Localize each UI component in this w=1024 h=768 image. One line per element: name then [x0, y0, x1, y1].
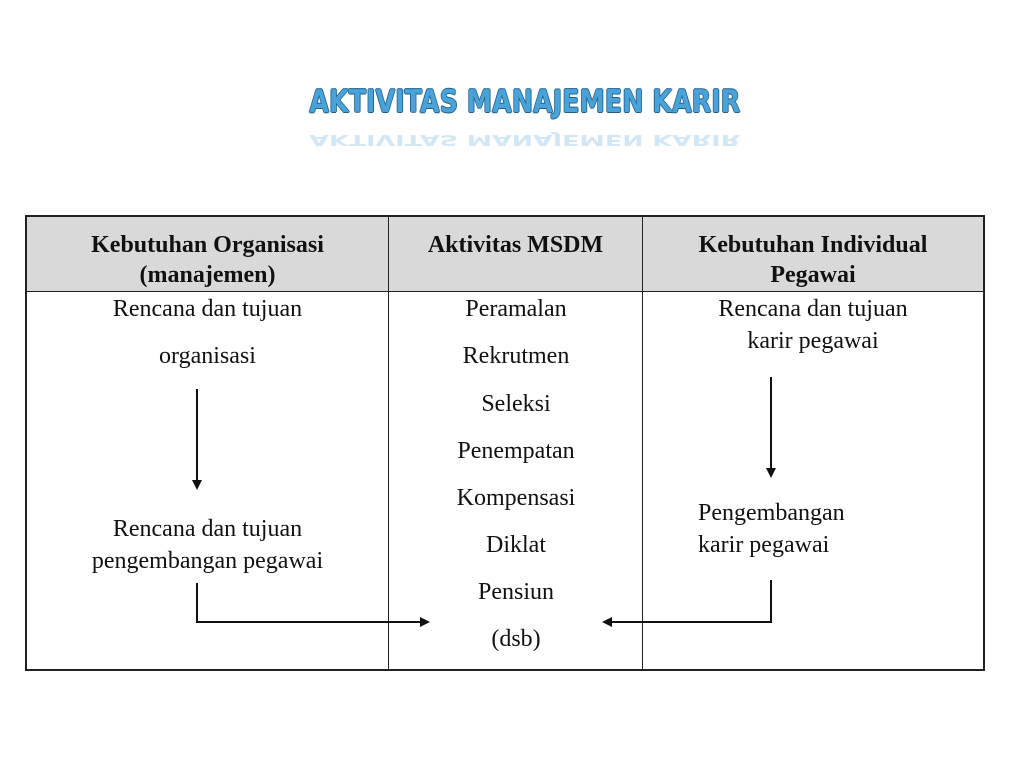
career-dev-line1: Pengembangan [698, 500, 845, 526]
msdm-item-diklat: Diklat [486, 532, 546, 558]
msdm-item-kompensasi: Kompensasi [456, 485, 576, 511]
arrow-career-to-msdm [604, 580, 771, 622]
slide-title: AKTIVITAS MANAJEMEN KARIR [309, 84, 741, 120]
org-plan-line1: Rencana dan tujuan [112, 296, 303, 322]
msdm-item-penempatan: Penempatan [457, 438, 575, 464]
header-col-individual-line1: Kebutuhan Individual [698, 232, 928, 258]
header-col-individual-line2: Pegawai [770, 262, 856, 288]
slide-title-reflection: AKTIVITAS MANAJEMEN KARIR [309, 131, 741, 149]
dev-plan-line2: pengembangan pegawai [91, 548, 324, 574]
msdm-item-peramalan: Peramalan [465, 296, 567, 322]
header-col-msdm-line1: Aktivitas MSDM [427, 232, 604, 258]
dev-plan-line1: Rencana dan tujuan [112, 516, 303, 542]
career-dev-line2: karir pegawai [698, 532, 830, 558]
msdm-item-seleksi: Seleksi [481, 391, 551, 417]
career-plan-line1: Rencana dan tujuan [718, 296, 908, 322]
career-plan-line2: karir pegawai [747, 328, 879, 354]
org-plan-line2: organisasi [159, 343, 256, 369]
header-col-organisasi-line2: (manajemen) [139, 262, 276, 288]
msdm-item-dsb: (dsb) [491, 626, 541, 652]
msdm-item-pensiun: Pensiun [477, 579, 554, 605]
arrow-org-to-msdm [197, 583, 428, 622]
msdm-item-rekrutmen: Rekrutmen [462, 343, 570, 369]
header-col-organisasi-line1: Kebutuhan Organisasi [91, 232, 324, 258]
